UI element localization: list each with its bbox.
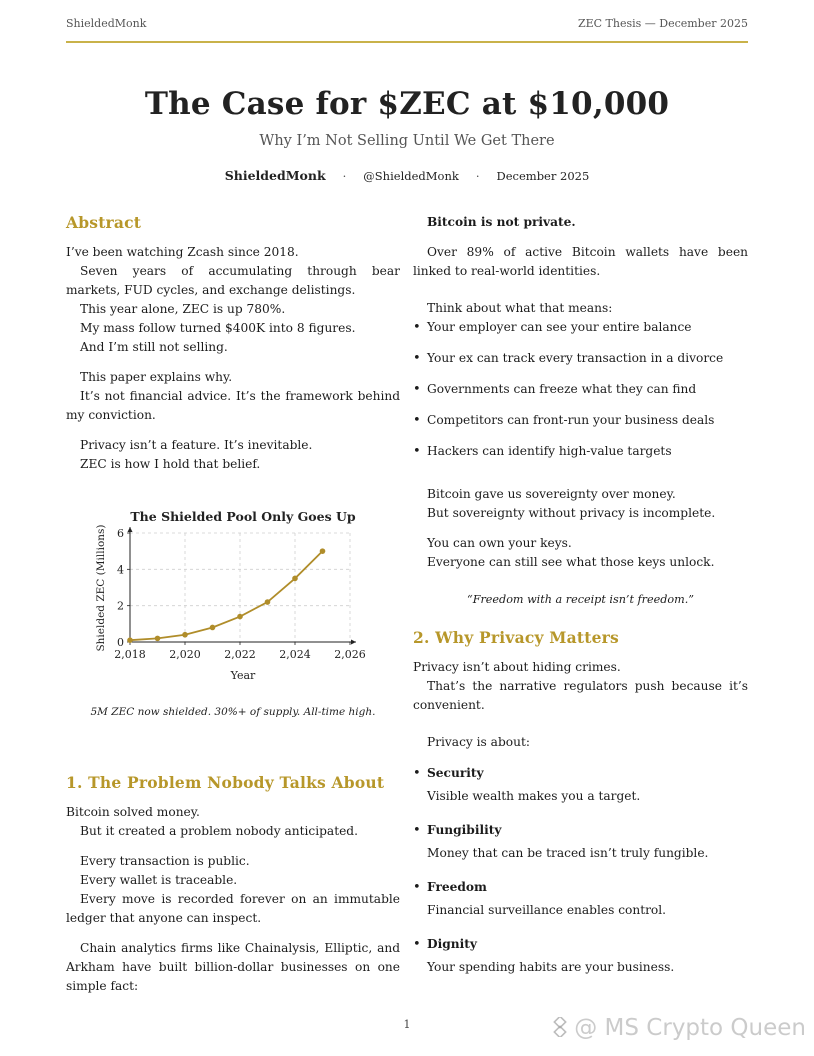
chart-caption: 5M ZEC now shielded. 30%+ of supply. All-time high. xyxy=(90,706,376,718)
abstract-line: This year alone, ZEC is up 780%. xyxy=(80,302,286,316)
byline-separator: · xyxy=(342,169,347,183)
data-point xyxy=(127,637,133,643)
body-line: Bitcoin gave us sovereignty over money. xyxy=(427,487,676,501)
term-label: Freedom xyxy=(427,880,487,894)
data-point xyxy=(265,599,271,605)
abstract-line: This paper explains why. xyxy=(80,370,233,384)
left-column xyxy=(66,213,400,474)
chart-y-axis-label: Shielded ZEC (Millions) xyxy=(95,524,107,652)
paper-title: The Case for $ZEC at $10,000 xyxy=(144,86,670,122)
byline xyxy=(0,168,814,183)
chart-title: The Shielded Pool Only Goes Up xyxy=(130,509,356,524)
list-item-text: Your employer can see your entire balance xyxy=(427,320,692,334)
list-item xyxy=(413,411,748,430)
section-1 xyxy=(66,773,400,996)
byline-separator: · xyxy=(475,169,480,183)
abstract-line: And I’m still not selling. xyxy=(80,340,228,354)
abstract-line: It’s not financial advice. It’s the framework behind my conviction. xyxy=(66,389,400,422)
y-tick-label: 2 xyxy=(117,599,124,613)
abstract-line: Seven years of accumulating through bear markets, FUD cycles, and exchange delistings. xyxy=(66,264,400,297)
abstract-paragraph-2 xyxy=(66,368,400,425)
watermark-logo-icon xyxy=(550,1017,570,1037)
data-point xyxy=(182,632,188,638)
chart-x-axis-label: Year xyxy=(230,669,256,682)
list-item xyxy=(413,935,748,977)
body-line: Every wallet is traceable. xyxy=(80,873,238,887)
abstract-paragraph-3 xyxy=(66,436,400,474)
list-item-text: Hackers can identify high-value targets xyxy=(427,444,672,458)
series-line xyxy=(130,551,323,640)
data-point xyxy=(155,636,161,642)
body-line: Everyone can still see what those keys unlock. xyxy=(427,555,715,569)
list-item xyxy=(413,764,748,806)
x-axis-arrow xyxy=(351,640,356,645)
x-tick-label: 2,024 xyxy=(279,648,311,661)
body-line: Chain analytics firms like Chainalysis, Elliptic, and Arkham have built billion-dollar businesses on one simple fact: xyxy=(66,941,400,993)
x-tick-label: 2,020 xyxy=(169,648,201,661)
chart-series xyxy=(127,548,325,643)
data-point xyxy=(210,625,216,631)
term-description: Your spending habits are your business. xyxy=(427,960,675,974)
term-description: Financial surveillance enables control. xyxy=(427,903,667,917)
x-tick-label: 2,022 xyxy=(224,648,256,661)
y-tick-label: 4 xyxy=(117,563,124,577)
pull-quote: “Freedom with a receipt isn’t freedom.” xyxy=(466,593,695,606)
body-line: That’s the narrative regulators push because it’s convenient. xyxy=(413,679,748,712)
privacy-about-line: Privacy is about: xyxy=(427,735,530,749)
body-line: But sovereignty without privacy is incomplete. xyxy=(427,506,716,520)
author-handle: @ShieldedMonk xyxy=(363,169,459,183)
body-line: Privacy isn’t about hiding crimes. xyxy=(413,660,621,674)
body-line: Bitcoin solved money. xyxy=(66,805,200,819)
abstract-line: ZEC is how I hold that belief. xyxy=(80,457,261,471)
header-rule xyxy=(66,41,748,43)
section-1-heading: 1. The Problem Nobody Talks About xyxy=(66,773,385,792)
shielded-pool-chart xyxy=(66,505,400,725)
consequence-list xyxy=(413,318,748,461)
think-line: Think about what that means: xyxy=(427,301,613,315)
watermark-text: @ MS Crypto Queen xyxy=(574,1015,806,1041)
y-axis-arrow xyxy=(128,527,133,532)
list-item-text: Your ex can track every transaction in a divorce xyxy=(427,351,724,365)
privacy-values-list xyxy=(413,764,748,977)
y-tick-label: 6 xyxy=(117,527,124,540)
list-item xyxy=(413,318,748,337)
x-tick-label: 2,018 xyxy=(114,648,146,661)
abstract-heading: Abstract xyxy=(66,213,142,232)
chart-grid xyxy=(130,533,350,642)
term-label: Dignity xyxy=(427,937,477,951)
section-1-paragraph-3 xyxy=(66,939,400,996)
stat-paragraph: Over 89% of active Bitcoin wallets have been linked to real-world identities. xyxy=(413,245,748,278)
body-line: Every transaction is public. xyxy=(80,854,250,868)
publish-date: December 2025 xyxy=(496,169,590,183)
sovereignty-paragraph xyxy=(413,485,748,523)
list-item xyxy=(413,878,748,920)
section-1-paragraph-2 xyxy=(66,852,400,928)
data-point xyxy=(292,576,298,582)
running-header-left: ShieldedMonk xyxy=(66,17,147,30)
body-line: You can own your keys. xyxy=(427,536,572,550)
data-point xyxy=(237,614,243,620)
chart-svg xyxy=(66,505,400,705)
term-label: Fungibility xyxy=(427,823,502,837)
list-item xyxy=(413,380,748,399)
x-tick-label: 2,026 xyxy=(334,648,366,661)
term-description: Money that can be traced isn’t truly fungible. xyxy=(427,846,709,860)
section-2-paragraph-1 xyxy=(413,658,748,715)
list-item xyxy=(413,442,748,461)
list-item xyxy=(413,821,748,863)
author-name: ShieldedMonk xyxy=(224,168,326,183)
abstract-line: Privacy isn’t a feature. It’s inevitable. xyxy=(80,438,313,452)
section-2-heading: 2. Why Privacy Matters xyxy=(413,628,619,647)
running-header-right: ZEC Thesis — December 2025 xyxy=(577,17,748,30)
abstract-line: My mass follow turned $400K into 8 figures. xyxy=(80,321,356,335)
keys-paragraph xyxy=(413,534,748,572)
section-1-paragraph-1 xyxy=(66,803,400,841)
page-number: 1 xyxy=(403,1018,411,1031)
abstract-paragraph-1 xyxy=(66,243,400,357)
term-description: Visible wealth makes you a target. xyxy=(427,789,641,803)
data-point xyxy=(320,548,326,554)
paper-subtitle: Why I’m Not Selling Until We Get There xyxy=(259,133,555,149)
abstract-line: I’ve been watching Zcash since 2018. xyxy=(66,245,299,259)
body-line: Every move is recorded forever on an immutable ledger that anyone can inspect. xyxy=(66,892,400,925)
body-line: But it created a problem nobody anticipated. xyxy=(80,824,358,838)
term-label: Security xyxy=(427,766,484,780)
list-item xyxy=(413,349,748,368)
right-column xyxy=(413,213,748,977)
watermark xyxy=(550,1015,806,1041)
y-tick-label: 0 xyxy=(117,636,124,649)
list-item-text: Governments can freeze what they can find xyxy=(427,382,697,396)
bold-statement: Bitcoin is not private. xyxy=(427,215,576,229)
list-item-text: Competitors can front-run your business deals xyxy=(427,413,715,427)
